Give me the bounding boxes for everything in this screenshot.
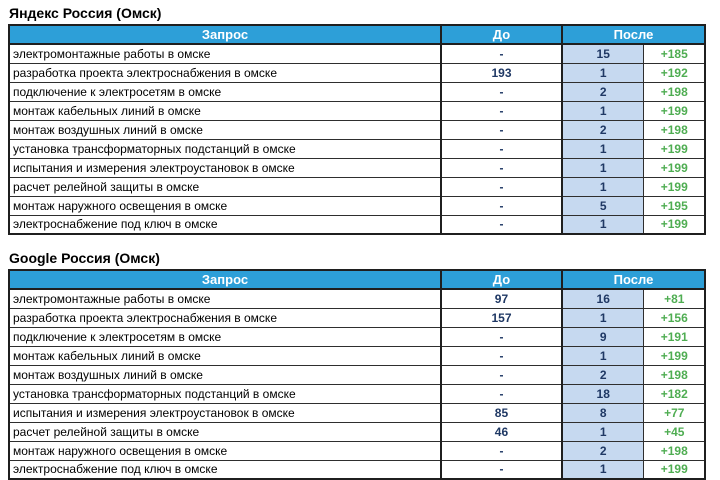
change-cell: +199 xyxy=(644,346,705,365)
before-cell: - xyxy=(441,120,562,139)
change-cell: +195 xyxy=(644,196,705,215)
table-row xyxy=(9,82,705,101)
after-position-cell: 1 xyxy=(562,101,644,120)
table-row xyxy=(9,139,705,158)
query-cell: испытания и измерения электроустановок в омске xyxy=(9,403,441,422)
table-row xyxy=(9,422,705,441)
query-cell: разработка проекта электроснабжения в омске xyxy=(9,308,441,327)
query-cell: расчет релейной защиты в омске xyxy=(9,177,441,196)
yandex-rank-table xyxy=(8,24,706,235)
change-cell: +182 xyxy=(644,384,705,403)
before-cell: - xyxy=(441,441,562,460)
after-position-cell: 2 xyxy=(562,82,644,101)
change-cell: +77 xyxy=(644,403,705,422)
table-row xyxy=(9,44,705,63)
query-cell: установка трансформаторных подстанций в омске xyxy=(9,384,441,403)
query-cell: подключение к электросетям в омске xyxy=(9,327,441,346)
change-cell: +45 xyxy=(644,422,705,441)
after-position-cell: 8 xyxy=(562,403,644,422)
change-cell: +199 xyxy=(644,139,705,158)
after-position-cell: 2 xyxy=(562,365,644,384)
table-row xyxy=(9,177,705,196)
table-row xyxy=(9,308,705,327)
google-rank-table xyxy=(8,269,706,480)
after-position-cell: 2 xyxy=(562,120,644,139)
after-position-cell: 1 xyxy=(562,460,644,479)
query-cell: монтаж наружного освещения в омске xyxy=(9,196,441,215)
before-cell: - xyxy=(441,177,562,196)
after-position-cell: 2 xyxy=(562,441,644,460)
table-row xyxy=(9,158,705,177)
query-cell: электромонтажные работы в омске xyxy=(9,289,441,308)
after-position-cell: 1 xyxy=(562,158,644,177)
query-cell: разработка проекта электроснабжения в омске xyxy=(9,63,441,82)
table-row xyxy=(9,460,705,479)
after-position-cell: 1 xyxy=(562,139,644,158)
after-position-cell: 1 xyxy=(562,215,644,234)
change-cell: +199 xyxy=(644,460,705,479)
query-cell: подключение к электросетям в омске xyxy=(9,82,441,101)
table-row xyxy=(9,101,705,120)
table-row xyxy=(9,215,705,234)
query-cell: электроснабжение под ключ в омске xyxy=(9,215,441,234)
query-cell: монтаж кабельных линий в омске xyxy=(9,101,441,120)
before-cell: 97 xyxy=(441,289,562,308)
after-position-cell: 5 xyxy=(562,196,644,215)
column-header-before: До xyxy=(441,270,562,289)
table-row xyxy=(9,384,705,403)
query-cell: установка трансформаторных подстанций в омске xyxy=(9,139,441,158)
before-cell: - xyxy=(441,384,562,403)
table-row xyxy=(9,120,705,139)
before-cell: - xyxy=(441,327,562,346)
change-cell: +199 xyxy=(644,177,705,196)
before-cell: - xyxy=(441,101,562,120)
query-cell: испытания и измерения электроустановок в омске xyxy=(9,158,441,177)
table-row xyxy=(9,327,705,346)
before-cell: - xyxy=(441,365,562,384)
table-row xyxy=(9,289,705,308)
google-table-title: Google Россия (Омск) xyxy=(9,250,160,266)
column-header-before: До xyxy=(441,25,562,44)
before-cell: - xyxy=(441,460,562,479)
table-row xyxy=(9,365,705,384)
after-position-cell: 1 xyxy=(562,63,644,82)
header-row xyxy=(9,25,705,44)
query-cell: электроснабжение под ключ в омске xyxy=(9,460,441,479)
after-position-cell: 16 xyxy=(562,289,644,308)
column-header-query: Запрос xyxy=(9,270,441,289)
query-cell: монтаж кабельных линий в омске xyxy=(9,346,441,365)
table-row xyxy=(9,63,705,82)
table-row xyxy=(9,441,705,460)
before-cell: - xyxy=(441,196,562,215)
after-position-cell: 9 xyxy=(562,327,644,346)
query-cell: монтаж воздушных линий в омске xyxy=(9,120,441,139)
after-position-cell: 15 xyxy=(562,44,644,63)
change-cell: +199 xyxy=(644,215,705,234)
table-row xyxy=(9,403,705,422)
before-cell: - xyxy=(441,139,562,158)
before-cell: 157 xyxy=(441,308,562,327)
before-cell: - xyxy=(441,215,562,234)
change-cell: +198 xyxy=(644,82,705,101)
change-cell: +198 xyxy=(644,441,705,460)
after-position-cell: 1 xyxy=(562,308,644,327)
after-position-cell: 1 xyxy=(562,422,644,441)
before-cell: 193 xyxy=(441,63,562,82)
change-cell: +192 xyxy=(644,63,705,82)
change-cell: +199 xyxy=(644,101,705,120)
query-cell: монтаж наружного освещения в омске xyxy=(9,441,441,460)
change-cell: +198 xyxy=(644,365,705,384)
change-cell: +81 xyxy=(644,289,705,308)
column-header-query: Запрос xyxy=(9,25,441,44)
change-cell: +199 xyxy=(644,158,705,177)
table-row xyxy=(9,346,705,365)
query-cell: электромонтажные работы в омске xyxy=(9,44,441,63)
column-header-after: После xyxy=(562,25,705,44)
yandex-table-title: Яндекс Россия (Омск) xyxy=(9,5,162,21)
before-cell: - xyxy=(441,82,562,101)
header-row xyxy=(9,270,705,289)
before-cell: 46 xyxy=(441,422,562,441)
column-header-after: После xyxy=(562,270,705,289)
after-position-cell: 1 xyxy=(562,177,644,196)
change-cell: +198 xyxy=(644,120,705,139)
after-position-cell: 18 xyxy=(562,384,644,403)
after-position-cell: 1 xyxy=(562,346,644,365)
change-cell: +156 xyxy=(644,308,705,327)
before-cell: 85 xyxy=(441,403,562,422)
table-row xyxy=(9,196,705,215)
before-cell: - xyxy=(441,158,562,177)
before-cell: - xyxy=(441,44,562,63)
before-cell: - xyxy=(441,346,562,365)
query-cell: монтаж воздушных линий в омске xyxy=(9,365,441,384)
change-cell: +185 xyxy=(644,44,705,63)
change-cell: +191 xyxy=(644,327,705,346)
query-cell: расчет релейной защиты в омске xyxy=(9,422,441,441)
